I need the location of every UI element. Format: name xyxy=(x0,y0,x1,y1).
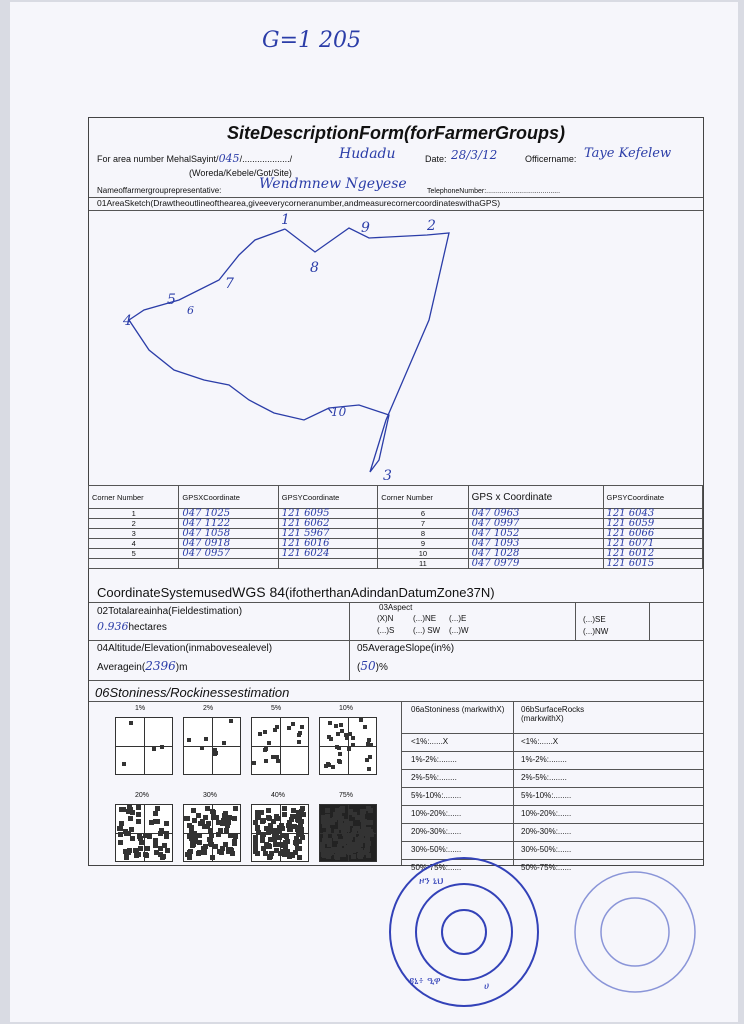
stoniness-b-row: 20%-30%:...... xyxy=(521,827,572,836)
svg-text:ሀ: ሀ xyxy=(484,981,490,992)
stoniness-b-row: 50%-75%:...... xyxy=(521,863,572,872)
table-cell: 047 1122 xyxy=(179,519,278,529)
stoniness-a-row: 2%-5%:........ xyxy=(411,773,457,782)
form-title: SiteDescriptionForm(forFarmerGroups) xyxy=(226,123,566,143)
coordinate-table xyxy=(88,485,703,569)
stoniness-a-row: 20%-30%:...... xyxy=(411,827,462,836)
officer-label: Officername: xyxy=(525,154,577,164)
table-cell: 1 xyxy=(89,509,179,519)
table-cell: 121 6012 xyxy=(603,549,702,559)
slope-line xyxy=(357,659,388,673)
stoniness-b-row: <1%:......X xyxy=(521,737,559,746)
table-cell: 121 6062 xyxy=(278,519,377,529)
area-label: For area number MehalSayint/ xyxy=(97,154,219,164)
area-unit: hectares xyxy=(128,622,167,633)
area-sketch xyxy=(89,210,703,485)
aspect-label: 03Aspect xyxy=(379,603,413,612)
coord-system-label: CoordinateSystemused xyxy=(97,585,233,600)
slope-value: 50 xyxy=(360,659,376,673)
stoniness-a-row: 50%-75%:...... xyxy=(411,863,462,872)
official-stamp-faded xyxy=(570,862,700,1002)
corner-3-label: 3 xyxy=(383,468,392,484)
table-cell: 121 6024 xyxy=(278,549,377,559)
slope-label: 05AverageSlope(in%) xyxy=(357,643,455,654)
stoniness-square xyxy=(251,804,309,862)
stoniness-square xyxy=(115,804,173,862)
table-cell: 8 xyxy=(378,529,468,539)
kebele-value: Hudadu xyxy=(339,146,396,162)
aspect-n: (X)N xyxy=(377,614,394,623)
table-row xyxy=(89,549,703,559)
aspect-w: (...)W xyxy=(449,626,469,635)
area-label: 02Totalareainha(Fieldestimation) xyxy=(97,606,243,617)
rep-label: Nameoffarmergrouprepresentative: xyxy=(97,186,222,195)
aspect-se: (...)SE xyxy=(583,615,606,624)
aspect-e: (...)E xyxy=(449,614,467,623)
stoniness-title: 06Stoniness/Rockinessestimation xyxy=(95,685,290,700)
officer-value: Taye Kefelew xyxy=(584,146,672,161)
table-cell: 11 xyxy=(378,559,468,569)
site-description-form xyxy=(88,117,704,872)
table-cell: 121 6071 xyxy=(603,539,702,549)
table-cell: 047 0979 xyxy=(468,559,603,569)
svg-text:ዞን ኒህ: ዞን ኒህ xyxy=(419,876,444,887)
sketch-label: 01AreaSketch(Drawtheoutlineofthearea,giveeverycorneranumber,andmeasurecornercoordinateswithaGPS) xyxy=(97,198,501,208)
coord-system-value: WGS 84 xyxy=(232,584,286,600)
date-value: 28/3/12 xyxy=(451,148,498,162)
corner-7-label: 7 xyxy=(225,276,234,292)
stoniness-percent-label: 10% xyxy=(339,705,354,712)
area-line: For area number MehalSayint/045/.................../ xyxy=(97,152,293,165)
table-cell: 047 1028 xyxy=(468,549,603,559)
stoniness-a-row: 1%-2%:........ xyxy=(411,755,457,764)
stoniness-b-row: 2%-5%:........ xyxy=(521,773,567,782)
table-header-2: GPSYCoordinate xyxy=(278,486,377,509)
table-header-1: GPSXCoordinate xyxy=(179,486,278,509)
table-cell: 9 xyxy=(378,539,468,549)
stoniness-percent-label: 75% xyxy=(339,792,354,799)
stoniness-square xyxy=(183,804,241,862)
stoniness-square xyxy=(319,717,377,775)
table-cell: 121 5967 xyxy=(278,529,377,539)
table-cell: 121 6095 xyxy=(278,509,377,519)
table-cell xyxy=(278,559,377,569)
corner-2-label: 2 xyxy=(427,218,436,234)
altitude-value: 2396 xyxy=(145,659,176,673)
stoniness-percent-label: 5% xyxy=(271,705,282,712)
table-cell: 4 xyxy=(89,539,179,549)
stoniness-percent-label: 20% xyxy=(135,792,150,799)
table-cell: 047 0997 xyxy=(468,519,603,529)
table-cell xyxy=(179,559,278,569)
stoniness-b-row: 5%-10%:........ xyxy=(521,791,572,800)
aspect-sw: (...) SW xyxy=(413,626,441,635)
stoniness-a-row: 10%-20%:...... xyxy=(411,809,462,818)
corner-5-label: 5 xyxy=(167,292,176,308)
official-stamp-main xyxy=(384,854,544,1010)
table-cell: 047 1052 xyxy=(468,529,603,539)
table-row xyxy=(89,559,703,569)
altitude-label: 04Altitude/Elevation(inmabovesealevel) xyxy=(97,643,273,654)
table-cell: 047 1093 xyxy=(468,539,603,549)
corner-4-label: 4 xyxy=(123,313,132,329)
corner-1-label: 1 xyxy=(281,212,290,228)
stoniness-square xyxy=(183,717,241,775)
area-value: 0.936 xyxy=(97,620,129,633)
stoniness-col-a: 06aStoniness (markwithX) xyxy=(411,705,505,714)
stoniness-square xyxy=(115,717,173,775)
rep-value: Wendmnew Ngeyese xyxy=(259,176,407,192)
area-line xyxy=(97,620,167,633)
stoniness-b-row: 30%-50%:...... xyxy=(521,845,572,854)
table-cell: 121 6059 xyxy=(603,519,702,529)
table-row xyxy=(89,539,703,549)
table-cell: 121 6016 xyxy=(278,539,377,549)
corner-8-label: 8 xyxy=(310,260,319,276)
woreda-label: (Woreda/Kebele/Got/Site) xyxy=(189,168,292,178)
table-header-5: GPSYCoordinate xyxy=(603,486,702,509)
aspect-s: (...)S xyxy=(377,626,395,635)
corner-10-label: 10 xyxy=(331,405,347,419)
stoniness-a-row: 5%-10%:........ xyxy=(411,791,462,800)
table-cell: 6 xyxy=(378,509,468,519)
stoniness-col-b: 06bSurfaceRocks (markwithX) xyxy=(521,705,585,723)
coord-system-rest: (ifotherthanAdindanDatumZone37N) xyxy=(285,585,495,600)
table-row xyxy=(89,509,703,519)
stoniness-a-row: 30%-50%:...... xyxy=(411,845,462,854)
table-cell: 047 1058 xyxy=(179,529,278,539)
table-header-3: Corner Number xyxy=(378,486,468,509)
table-cell: 121 6015 xyxy=(603,559,702,569)
coord-system-line xyxy=(97,584,495,600)
table-header-0: Corner Number xyxy=(89,486,179,509)
table-cell: 121 6066 xyxy=(603,529,702,539)
phone-label: TelephoneNumber:...................................... xyxy=(427,188,561,195)
corner-6-label: 6 xyxy=(187,304,194,317)
altitude-line xyxy=(97,659,187,673)
table-header-4: GPS x Coordinate xyxy=(468,486,603,509)
date-label: Date: xyxy=(425,154,447,164)
stoniness-square xyxy=(319,804,377,862)
table-cell xyxy=(89,559,179,569)
table-cell: 3 xyxy=(89,529,179,539)
table-cell: 7 xyxy=(378,519,468,529)
table-cell: 121 6043 xyxy=(603,509,702,519)
stoniness-b-row: 1%-2%:........ xyxy=(521,755,567,764)
stoniness-percent-label: 2% xyxy=(203,705,214,712)
stoniness-square xyxy=(251,717,309,775)
stoniness-percent-label: 30% xyxy=(203,792,218,799)
table-row xyxy=(89,519,703,529)
area-code: 045 xyxy=(218,152,240,165)
table-cell: 2 xyxy=(89,519,179,529)
slope-suffix: )% xyxy=(375,662,388,673)
corner-9-label: 9 xyxy=(361,220,370,236)
altitude-suffix: )m xyxy=(175,662,188,673)
svg-text:ዳኒ፥ ዒዋ: ዳኒ፥ ዒዋ xyxy=(408,976,441,987)
altitude-prefix: Averagein( xyxy=(97,662,146,673)
table-cell: 047 0918 xyxy=(179,539,278,549)
stoniness-a-row: <1%:......X xyxy=(411,737,449,746)
table-cell: 047 0963 xyxy=(468,509,603,519)
table-cell: 047 1025 xyxy=(179,509,278,519)
slope-prefix: ( xyxy=(357,662,361,673)
aspect-ne: (...)NE xyxy=(413,614,437,623)
stoniness-percent-label: 1% xyxy=(135,705,146,712)
stoniness-percent-label: 40% xyxy=(271,792,286,799)
table-cell: 047 0957 xyxy=(179,549,278,559)
stoniness-b-row: 10%-20%:...... xyxy=(521,809,572,818)
aspect-nw: (...)NW xyxy=(583,627,609,636)
table-cell: 10 xyxy=(378,549,468,559)
table-row xyxy=(89,529,703,539)
top-annotation: G=1 205 xyxy=(262,28,361,53)
table-cell: 5 xyxy=(89,549,179,559)
